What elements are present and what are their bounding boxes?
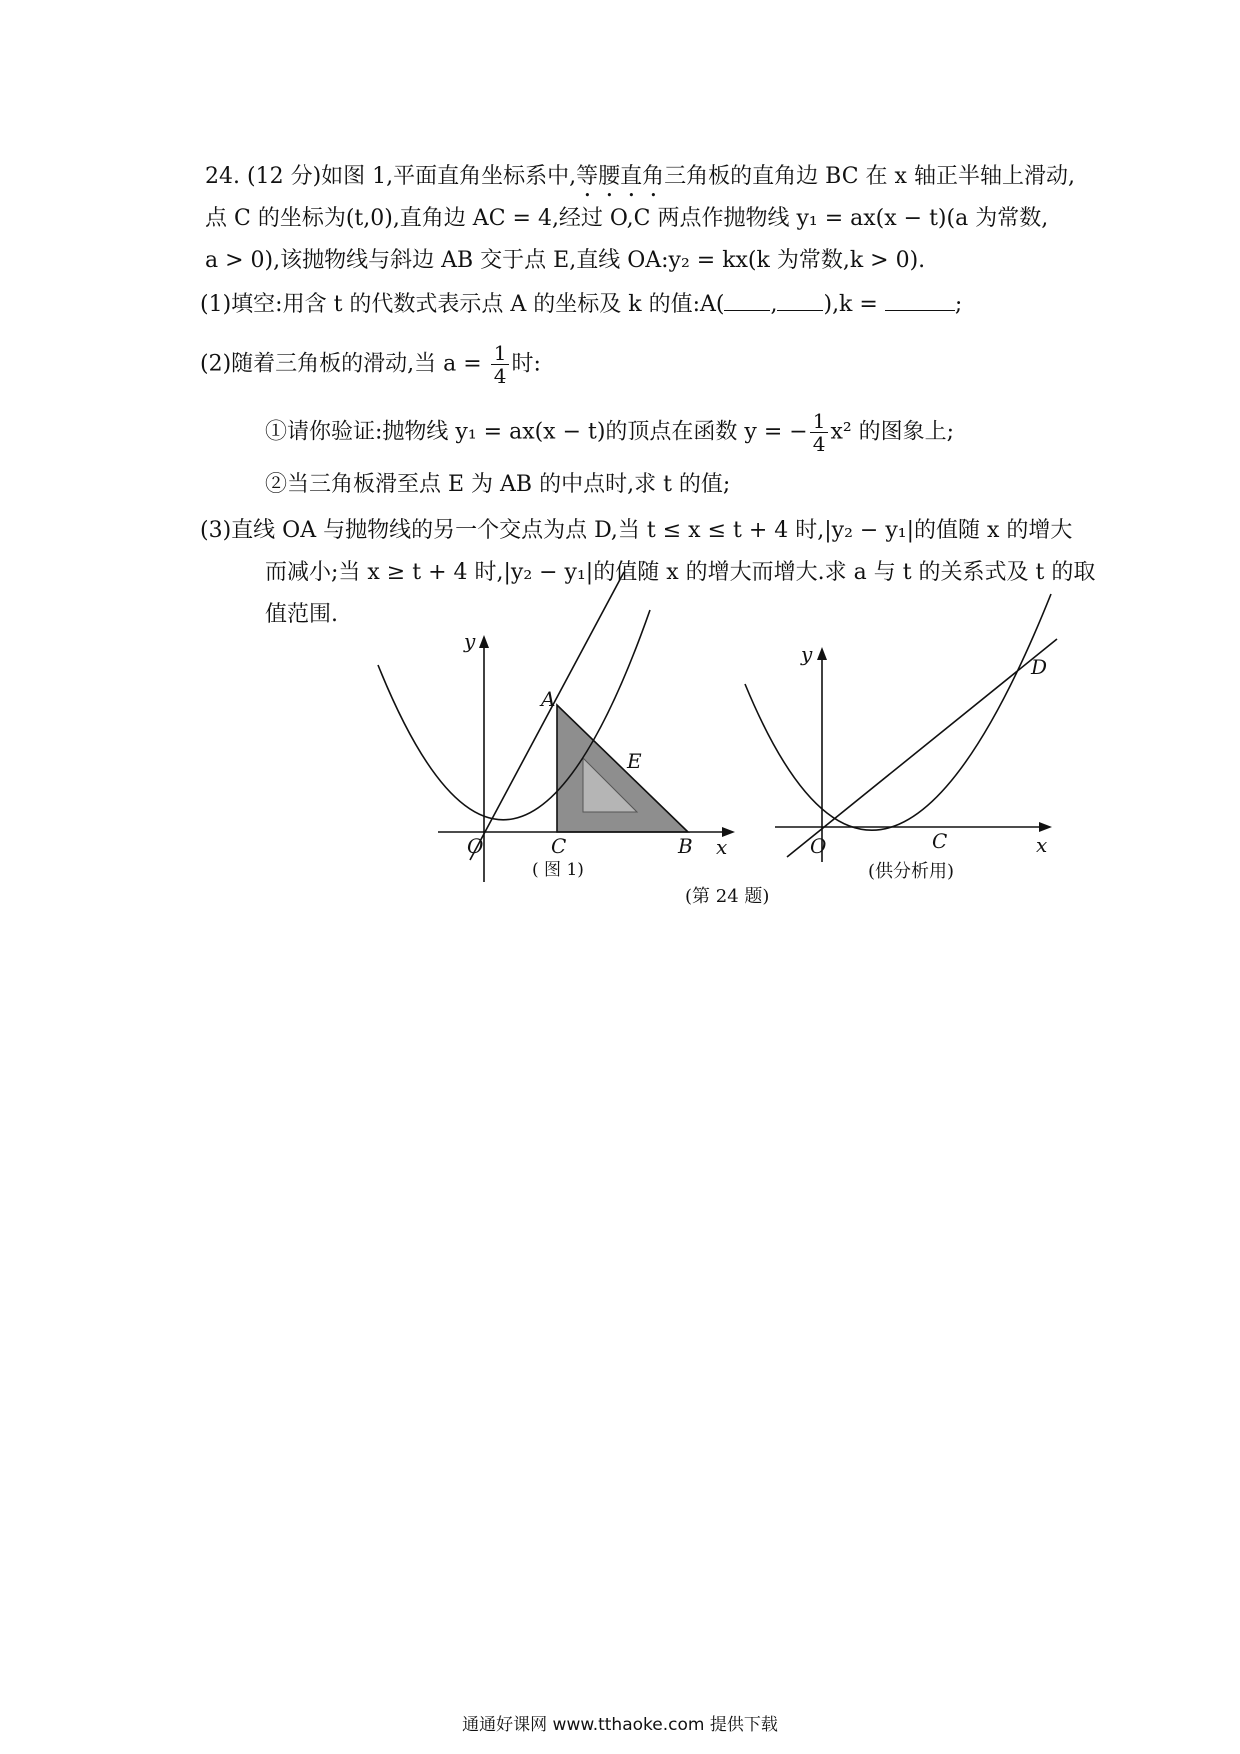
label-y: y: [464, 629, 476, 653]
part-2-text: 时:: [511, 351, 541, 377]
fraction: $\frac{1}{4}$: [491, 342, 510, 387]
part-3-line-3: 值范围.: [265, 602, 338, 627]
problem-number: 24.: [205, 164, 240, 189]
part-2-1-text: x² 的图象上;: [830, 419, 955, 445]
line-od: [787, 639, 1057, 857]
label-c: C: [551, 834, 567, 858]
label-a: A: [541, 687, 556, 711]
problem-text: 三角板的直角边 BC 在 x 轴正半轴上滑动,: [664, 164, 1075, 189]
label-y-2: y: [801, 642, 813, 666]
label-x: x: [716, 835, 728, 859]
figure-2: [745, 594, 1057, 862]
problem-caption: (第 24 题): [685, 886, 770, 907]
part-3-line-2: 而减小;当 x ≥ t + 4 时,|y₂ − y₁|的值随 x 的增大而增大.求 a 与 t 的关系式及 t 的取: [265, 560, 1096, 585]
label-x-2: x: [1036, 833, 1048, 857]
part-1-end: ;: [954, 292, 963, 317]
part-1-comma: ,: [770, 292, 778, 317]
figure-2-caption: (供分析用): [868, 861, 955, 882]
label-c-2: C: [932, 829, 948, 853]
problem-score: (12 分): [247, 164, 322, 189]
footer: 通通好课网 www.tthaoke.com 提供下载: [462, 1715, 778, 1735]
emphasis-text: 等腰直角: [576, 164, 665, 189]
label-e: E: [627, 749, 642, 773]
x-axis-2-arrow: [1039, 822, 1052, 832]
problem-line-2: 点 C 的坐标为(t,0),直角边 AC = 4,经过 O,C 两点作抛物线 y₁ = ax(x − t)(a 为常数,: [205, 206, 1049, 231]
parabola-2: [745, 594, 1051, 830]
label-d: D: [1031, 655, 1048, 679]
part-1-text: (1)填空:用含 t 的代数式表示点 A 的坐标及 k 的值:A(: [200, 292, 725, 317]
part-2-text: (2)随着三角板的滑动,当 a =: [200, 351, 482, 377]
problem-line-3: a > 0),该抛物线与斜边 AB 交于点 E,直线 OA:y₂ = kx(k 为常数,k > 0).: [205, 248, 926, 273]
fraction: $\frac{1}{4}$: [810, 410, 829, 455]
label-b: B: [678, 834, 693, 858]
label-o: O: [467, 834, 484, 858]
part-2-2: ②当三角板滑至点 E 为 AB 的中点时,求 t 的值;: [265, 472, 731, 497]
part-3-line-1: (3)直线 OA 与抛物线的另一个交点为点 D,当 t ≤ x ≤ t + 4 时,|y₂ − y₁|的值随 x 的增大: [200, 518, 1073, 543]
y-axis-arrow: [479, 635, 489, 648]
part-2-1-text: ①请你验证:抛物线 y₁ = ax(x − t)的顶点在函数 y = −: [265, 419, 808, 445]
label-o-2: O: [810, 834, 827, 858]
part-1-text: ),k =: [823, 292, 878, 317]
problem-text: 如图 1,平面直角坐标系中,: [321, 164, 577, 189]
figure-1-caption: ( 图 1): [532, 860, 584, 880]
y-axis-2-arrow: [817, 647, 827, 660]
triangle-board: [557, 705, 688, 832]
